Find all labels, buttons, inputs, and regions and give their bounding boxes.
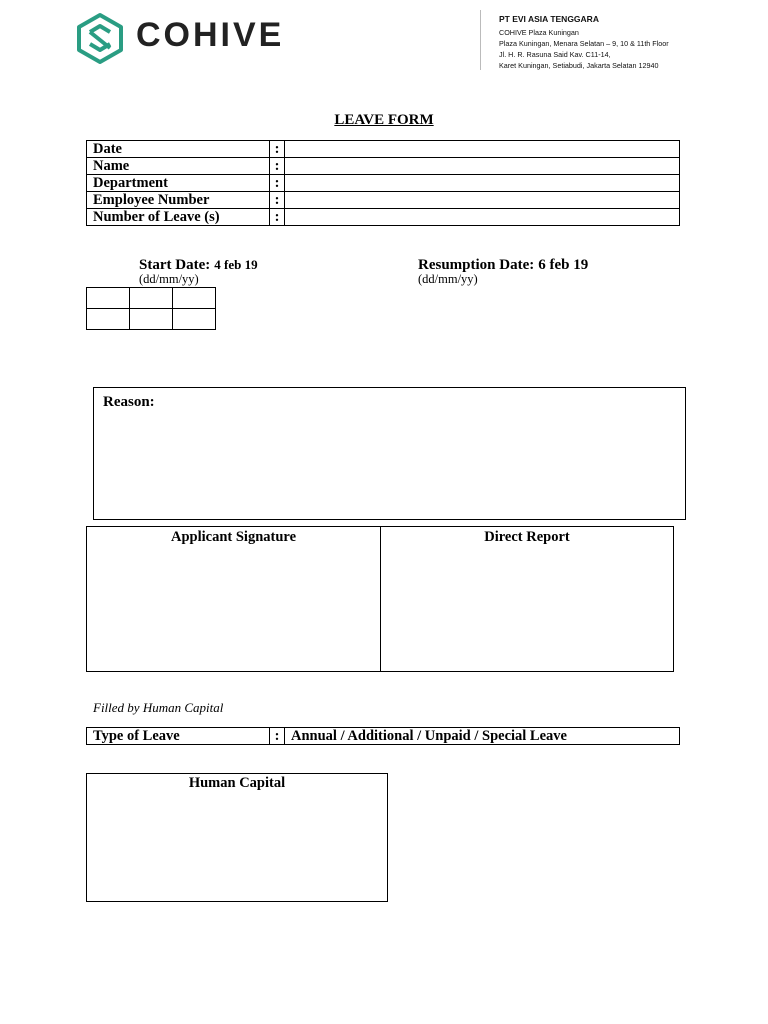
direct-report-box[interactable] (380, 526, 674, 672)
type-of-leave-label: Type of Leave (87, 728, 270, 745)
header-divider (480, 10, 481, 70)
employee-info-table (86, 140, 680, 226)
table-row (87, 209, 680, 226)
address-line: Karet Kuningan, Setiabudi, Jakarta Selatan 12940 (499, 61, 659, 70)
logo-wordmark: COHIVE (136, 16, 285, 54)
field-colon: : (270, 141, 285, 158)
date-grid (86, 287, 216, 330)
resumption-date-label: Resumption Date: (418, 257, 535, 273)
applicant-signature-label: Applicant Signature (170, 529, 297, 545)
table-row (87, 728, 680, 745)
reason-box[interactable] (93, 387, 686, 520)
table-row (87, 158, 680, 175)
field-label: Employee Number (87, 192, 270, 209)
type-of-leave-options[interactable]: Annual / Additional / Unpaid / Special Leave (285, 728, 680, 745)
name-field[interactable] (285, 158, 680, 175)
resumption-date-value[interactable]: 6 feb 19 (538, 257, 589, 273)
field-colon: : (270, 158, 285, 175)
address-line: Plaza Kuningan, Menara Selatan – 9, 10 & 11th Floor (499, 39, 669, 48)
table-row (87, 141, 680, 158)
date-cell[interactable] (173, 309, 216, 330)
field-colon: : (270, 209, 285, 226)
date-cell[interactable] (173, 288, 216, 309)
date-cell[interactable] (130, 288, 173, 309)
table-row (87, 175, 680, 192)
date-cell[interactable] (130, 309, 173, 330)
date-cell[interactable] (87, 309, 130, 330)
human-capital-box[interactable] (86, 773, 388, 902)
field-colon: : (270, 175, 285, 192)
table-row (87, 309, 216, 330)
date-field[interactable] (285, 141, 680, 158)
start-date-format: (dd/mm/yy) (139, 272, 199, 286)
reason-label: Reason: (103, 394, 155, 410)
department-field[interactable] (285, 175, 680, 192)
field-label: Department (87, 175, 270, 192)
field-label: Date (87, 141, 270, 158)
table-row (87, 192, 680, 209)
resumption-date-format: (dd/mm/yy) (418, 272, 478, 286)
start-date-label: Start Date: (139, 257, 211, 273)
filled-by-note: Filled by Human Capital (93, 700, 224, 715)
applicant-signature-box[interactable] (86, 526, 381, 672)
direct-report-label: Direct Report (484, 529, 570, 545)
logo-mark (76, 12, 124, 64)
type-of-leave-table (86, 727, 680, 745)
company-info (499, 14, 669, 71)
field-colon: : (270, 192, 285, 209)
date-cell[interactable] (87, 288, 130, 309)
human-capital-label: Human Capital (188, 775, 286, 791)
field-label: Number of Leave (s) (87, 209, 270, 226)
number-of-leave-field[interactable] (285, 209, 680, 226)
form-title: LEAVE FORM (334, 112, 434, 128)
address-line: COHIVE Plaza Kuningan (499, 28, 579, 37)
employee-number-field[interactable] (285, 192, 680, 209)
company-name: PT EVI ASIA TENGGARA (499, 14, 599, 24)
address-line: Jl. H. R. Rasuna Said Kav. C11-14, (499, 50, 611, 59)
start-date-value[interactable]: 4 feb 19 (214, 257, 258, 272)
field-label: Name (87, 158, 270, 175)
field-colon: : (270, 728, 285, 745)
table-row (87, 288, 216, 309)
